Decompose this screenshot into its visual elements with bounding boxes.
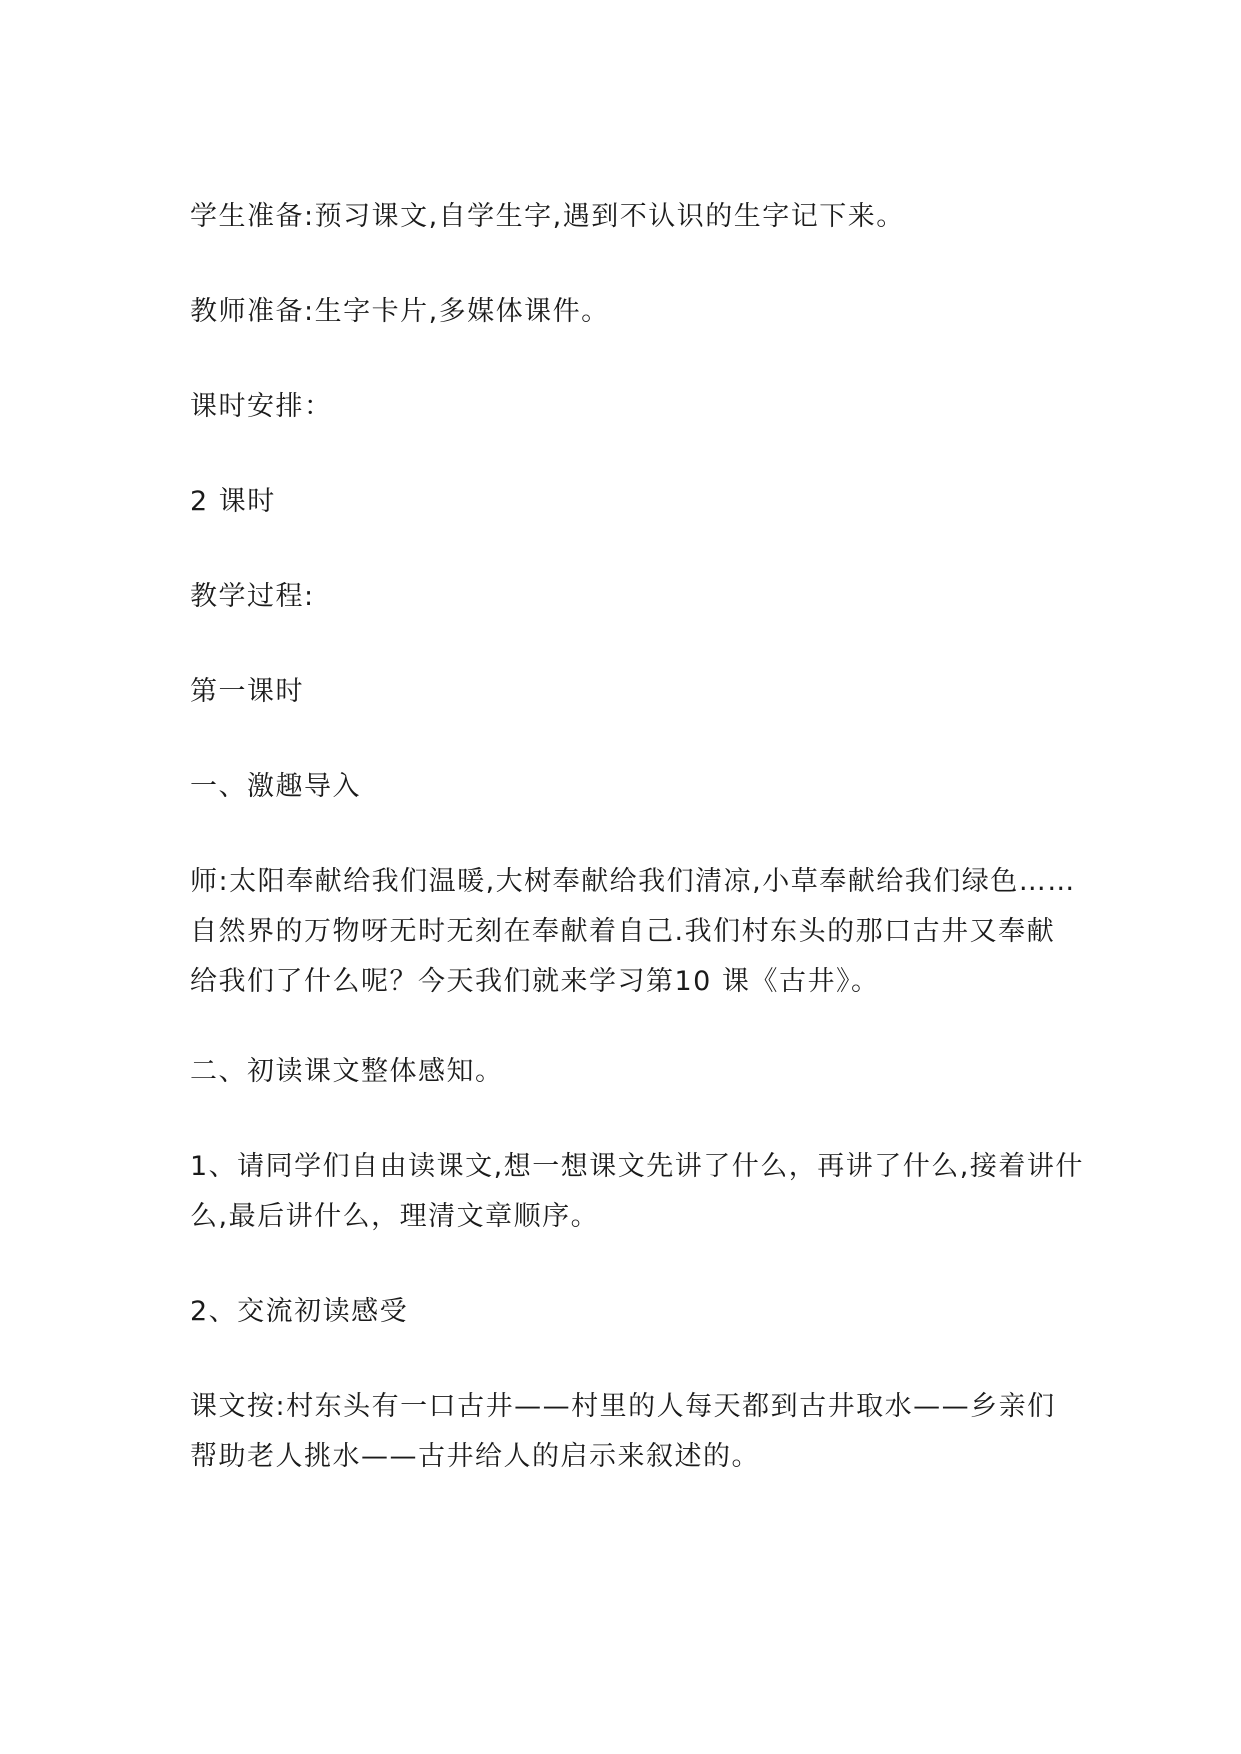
text-line: 一、激趣导入 xyxy=(190,771,361,802)
paragraph-reading-task xyxy=(190,1142,1084,1242)
section-heading-introduction xyxy=(190,762,1070,812)
paragraph-process-heading xyxy=(190,572,1070,622)
paragraph-schedule-heading xyxy=(190,382,1070,432)
text-line: 二、初读课文整体感知。 xyxy=(190,1056,504,1087)
paragraph-text-structure xyxy=(190,1382,1070,1482)
text-line: 么,最后讲什么，理清文章顺序。 xyxy=(190,1201,600,1232)
text-line: 师:太阳奉献给我们温暖,大树奉献给我们清凉,小草奉献给我们绿色…… xyxy=(190,866,1076,897)
text-line: 自然界的万物呀无时无刻在奉献着自己.我们村东头的那口古井又奉献 xyxy=(190,916,1056,947)
text-line: 1、请同学们自由读课文,想一想课文先讲了什么，再讲了什么,接着讲什 xyxy=(190,1151,1084,1182)
text-line: 给我们了什么呢？今天我们就来学习第10 课《古井》。 xyxy=(190,966,880,997)
text-line: 2、交流初读感受 xyxy=(190,1296,409,1327)
paragraph-teacher-intro xyxy=(190,857,1076,1007)
text-line: 教学过程: xyxy=(190,581,315,612)
paragraph-lesson-count xyxy=(190,477,1070,527)
section-heading-first-reading xyxy=(190,1047,1070,1097)
paragraph-student-preparation xyxy=(190,192,1070,242)
text-line: 第一课时 xyxy=(190,676,304,707)
text-line: 帮助老人挑水——古井给人的启示来叙述的。 xyxy=(190,1441,760,1472)
text-line: 课文按:村东头有一口古井——村里的人每天都到古井取水——乡亲们 xyxy=(190,1391,1056,1422)
text-line: 教师准备:生字卡片,多媒体课件。 xyxy=(190,296,610,327)
paragraph-exchange-feelings xyxy=(190,1287,1070,1337)
paragraph-teacher-preparation xyxy=(190,287,1070,337)
paragraph-first-lesson-heading xyxy=(190,667,1070,717)
text-line: 课时安排： xyxy=(190,391,333,422)
text-line: 2 课时 xyxy=(190,486,276,517)
text-line: 学生准备:预习课文,自学生字,遇到不认识的生字记下来。 xyxy=(190,201,905,232)
